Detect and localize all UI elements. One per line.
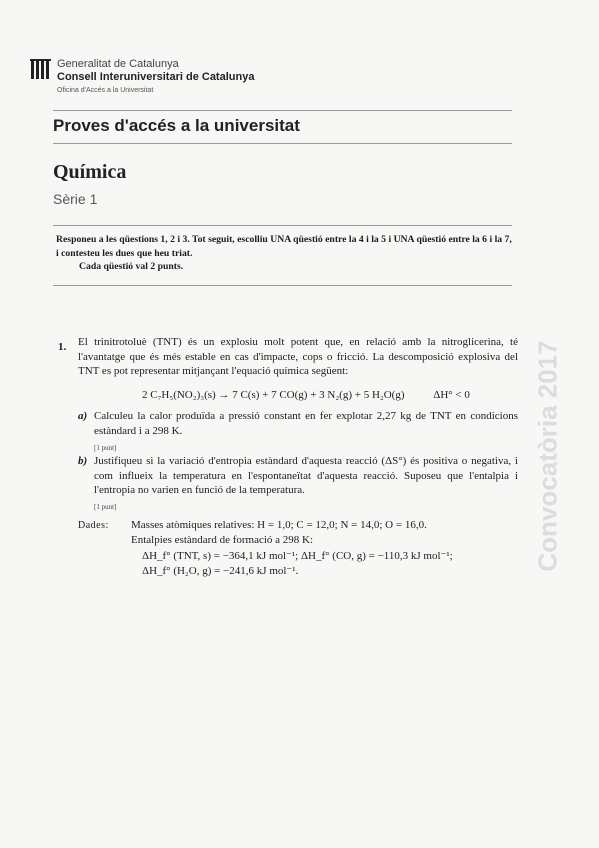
data-line: ΔH_f° (H₂O, g) = −241,6 kJ mol⁻¹. (142, 565, 299, 577)
divider (53, 285, 512, 286)
part-label: a) (78, 410, 88, 422)
series-label: Sèrie 1 (53, 191, 98, 207)
divider (53, 110, 512, 111)
question-intro: El trinitrotoluè (TNT) és un explosiu molt potent que, en relació amb la nitroglicerina, té l'avantatge que és més estable en cas d'impacte, cops o fricció. La descomposició explosiva del TNT es pot representar mitjançant l'equació química següent: (78, 336, 518, 378)
part-points: [1 punt] (94, 503, 117, 511)
convocation-watermark: Convocatòria 2017 (532, 340, 563, 572)
part-text: Justifiqueu si la variació d'entropia estàndard d'aquesta reacció (ΔS°) és positiva o negativa, i com influeix la temperatura en l'espontaneïtat d'aquesta reacció. Suposeu que l'entalpia i l'entropia no varien en funció de la temperatura. (94, 455, 518, 497)
question-part-a (78, 409, 518, 438)
data-label: Dades: (78, 520, 109, 531)
data-line: Masses atòmiques relatives: H = 1,0; C = 12,0; N = 14,0; O = 16,0. (131, 519, 427, 531)
divider (53, 143, 512, 144)
subject-title: Química (53, 161, 127, 183)
equation-text: 2 C₇H₅(NO₂)₃(s) → 7 C(s) + 7 CO(g) + 3 N₂(g) + 5 H₂O(g) (142, 389, 405, 401)
enthalpy-sign: ΔH° < 0 (433, 389, 470, 401)
data-line: Entalpies estàndard de formació a 298 K: (131, 534, 314, 546)
instructions: Responeu a les qüestions 1, 2 i 3. Tot seguit, escolliu UNA qüestió entre la 4 i la 5 i UNA qüestió entre la 6 i la 7, i contesteu les dues que heu triat. (56, 234, 512, 259)
question-number: 1. (58, 341, 67, 353)
generalitat-logo-icon (30, 59, 52, 81)
part-label: b) (78, 455, 88, 467)
chemical-equation (142, 389, 470, 401)
part-points: [1 punt] (94, 444, 117, 452)
part-text: Calculeu la calor produïda a pressió constant en fer explotar 2,27 kg de TNT en condicions estàndard i a 298 K. (94, 410, 518, 437)
points-note: Cada qüestió val 2 punts. (79, 261, 184, 272)
office-name: Oficina d'Accés a la Universitat (57, 87, 154, 94)
institution-name: Generalitat de Catalunya (57, 58, 179, 70)
question-part-b (78, 454, 518, 498)
divider (53, 225, 512, 226)
exam-title: Proves d'accés a la universitat (53, 116, 300, 135)
council-name: Consell Interuniversitari de Catalunya (57, 71, 255, 83)
data-line: ΔH_f° (TNT, s) = −364,1 kJ mol⁻¹; ΔH_f° (CO, g) = −110,3 kJ mol⁻¹; (142, 550, 453, 562)
